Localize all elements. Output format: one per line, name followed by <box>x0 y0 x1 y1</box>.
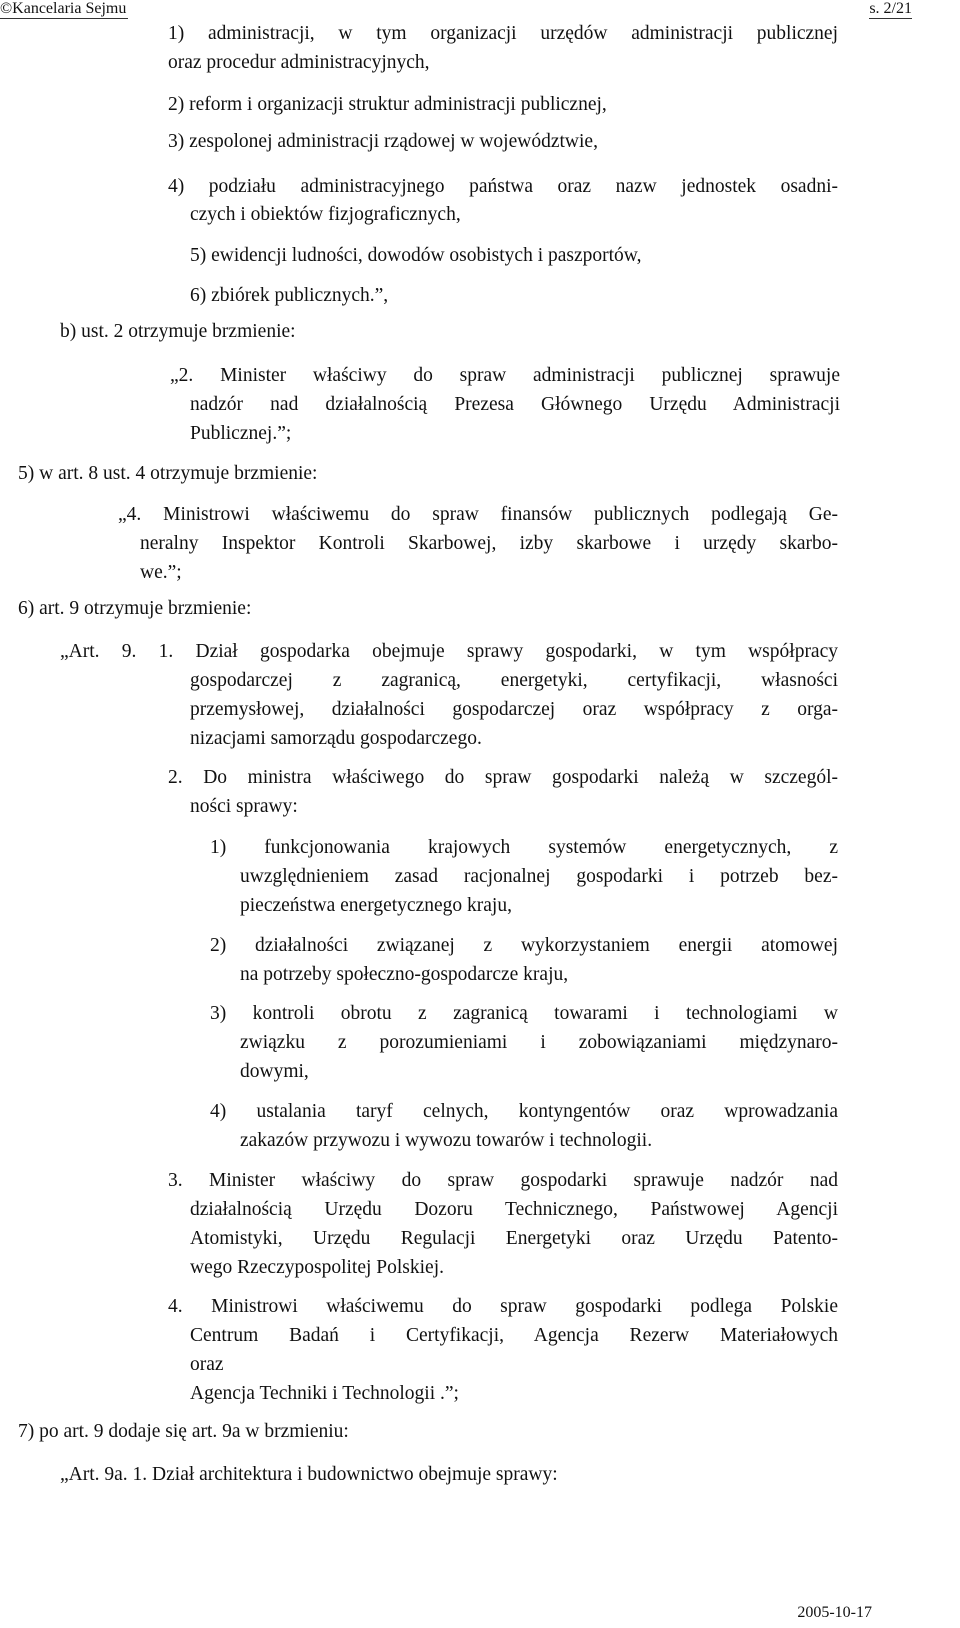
text-line: 3) zespolonej administracji rządowej w województwie, <box>168 131 598 152</box>
text-line: 4) podziału administracyjnego państwa oraz nazw jednostek osadni- <box>168 176 838 197</box>
text-line: przemysłowej, działalności gospodarczej oraz współpracy z orga- <box>190 699 838 720</box>
text-line: Atomistyki, Urzędu Regulacji Energetyki oraz Urzędu Patento- <box>190 1228 838 1249</box>
text-line: „4. Ministrowi właściwemu do spraw finansów publicznych podlegają Ge- <box>118 504 838 525</box>
text-line: 7) po art. 9 dodaje się art. 9a w brzmieniu: <box>18 1421 349 1442</box>
text-line: uwzględnieniem zasad racjonalnej gospodarki i potrzeb bez- <box>240 866 838 887</box>
text-line: działalnością Urzędu Dozoru Technicznego, Państwowej Agencji <box>190 1199 838 1220</box>
text-line: na potrzeby społeczno-gospodarcze kraju, <box>240 964 569 985</box>
text-line: b) ust. 2 otrzymuje brzmienie: <box>60 321 296 342</box>
text-line: czych i obiektów fizjograficznych, <box>190 204 461 225</box>
text-line: gospodarczej z zagranicą, energetyki, certyfikacji, własności <box>190 670 838 691</box>
text-line: 2) działalności związanej z wykorzystaniem energii atomowej <box>210 935 838 956</box>
text-line: 1) funkcjonowania krajowych systemów energetycznych, z <box>210 837 838 858</box>
text-line: dowymi, <box>240 1061 309 1082</box>
text-line: 4) ustalania taryf celnych, kontyngentów oraz wprowadzania <box>210 1101 838 1122</box>
text-line: związku z porozumieniami i zobowiązaniami międzynaro- <box>240 1032 838 1053</box>
header-copyright: ©Kancelaria Sejmu <box>0 0 127 17</box>
text-line: zakazów przywozu i wywozu towarów i technologii. <box>240 1130 653 1151</box>
text-line: 6) art. 9 otrzymuje brzmienie: <box>18 598 252 619</box>
text-line: 3) kontroli obrotu z zagranicą towarami i technologiami w <box>210 1003 838 1024</box>
text-line: 1) administracji, w tym organizacji urzędów administracji publicznej <box>168 23 838 44</box>
text-line: „Art. 9. 1. Dział gospodarka obejmuje sprawy gospodarki, w tym współpracy <box>60 641 838 662</box>
text-line: „Art. 9a. 1. Dział architektura i budownictwo obejmuje sprawy: <box>60 1464 558 1485</box>
text-line: Centrum Badań i Certyfikacji, Agencja Rezerw Materiałowych <box>190 1325 838 1346</box>
text-line: pieczeństwa energetycznego kraju, <box>240 895 512 916</box>
text-line: Publicznej.”; <box>190 423 292 444</box>
header-page-number: s. 2/21 <box>869 0 912 17</box>
text-line: 2. Do ministra właściwego do spraw gospodarki należą w szczegól- <box>168 767 838 788</box>
text-line: „2. Minister właściwy do spraw administracji publicznej sprawuje <box>170 365 840 386</box>
text-line: 4. Ministrowi właściwemu do spraw gospodarki podlega Polskie <box>168 1296 838 1317</box>
text-line: 6) zbiórek publicznych.”, <box>190 285 389 306</box>
text-line: ności sprawy: <box>190 796 298 817</box>
text-line: oraz procedur administracyjnych, <box>168 52 430 73</box>
text-line: 3. Minister właściwy do spraw gospodarki sprawuje nadzór nad <box>168 1170 838 1191</box>
text-line: neralny Inspektor Kontroli Skarbowej, izby skarbowe i urzędy skarbo- <box>140 533 838 554</box>
text-line: 5) w art. 8 ust. 4 otrzymuje brzmienie: <box>18 463 318 484</box>
text-line: Agencja Techniki i Technologii .”; <box>190 1383 459 1404</box>
text-line: 5) ewidencji ludności, dowodów osobistych i paszportów, <box>190 245 642 266</box>
text-line: nadzór nad działalnością Prezesa Głównego Urzędu Administracji <box>190 394 840 415</box>
text-line: 2) reform i organizacji struktur administracji publicznej, <box>168 94 607 115</box>
text-line: wego Rzeczypospolitej Polskiej. <box>190 1257 444 1278</box>
text-line: nizacjami samorządu gospodarczego. <box>190 728 482 749</box>
text-line: oraz <box>190 1354 224 1375</box>
footer-date: 2005-10-17 <box>797 1604 872 1621</box>
text-line: we.”; <box>140 562 182 583</box>
